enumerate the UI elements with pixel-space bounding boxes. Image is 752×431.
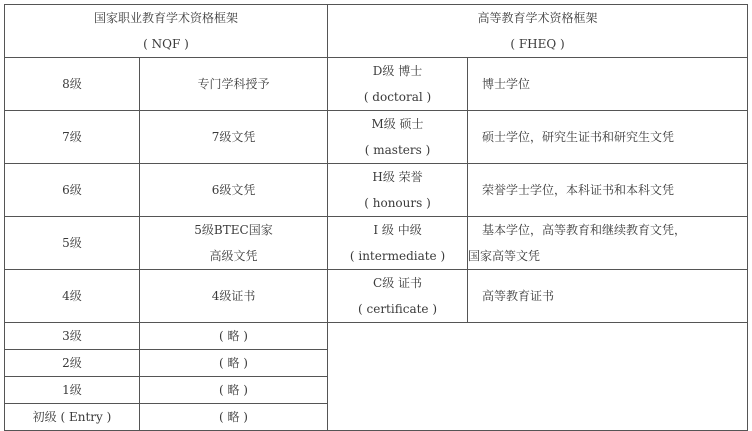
fheq-level-cell bbox=[328, 217, 468, 270]
nqf-level-cell: 6级 bbox=[5, 164, 140, 217]
nqf-award-cell bbox=[140, 111, 328, 164]
nqf-header bbox=[5, 5, 328, 58]
fheq-award-cell bbox=[468, 217, 748, 270]
table-row bbox=[5, 111, 748, 164]
fheq-level-english: ( honours ) bbox=[364, 196, 431, 210]
qualification-framework-table bbox=[4, 4, 748, 431]
nqf-award-cell bbox=[140, 270, 328, 323]
fheq-award-line: 基本学位，高等教育和继续教育文凭， bbox=[482, 223, 687, 237]
nqf-level-cell: 2级 bbox=[5, 350, 140, 377]
nqf-level-cell: 4级 bbox=[5, 270, 140, 323]
nqf-level-cell: 5级 bbox=[5, 217, 140, 270]
fheq-level-english: ( intermediate ) bbox=[349, 249, 446, 263]
fheq-header-title: 高等教育学术资格框架 bbox=[477, 11, 598, 25]
fheq-level-cell bbox=[328, 58, 468, 111]
fheq-award-cell bbox=[468, 111, 748, 164]
fheq-award-cell bbox=[468, 270, 748, 323]
fheq-level-cell bbox=[328, 270, 468, 323]
table-row bbox=[5, 323, 748, 350]
fheq-level-english: ( doctoral ) bbox=[363, 90, 432, 104]
fheq-level-cell bbox=[328, 111, 468, 164]
nqf-level-cell: 7级 bbox=[5, 111, 140, 164]
fheq-level-cell bbox=[328, 164, 468, 217]
nqf-award-cell bbox=[140, 58, 328, 111]
nqf-award-line: 7级文凭 bbox=[211, 130, 256, 144]
fheq-award-line: 硕士学位，研究生证书和研究生文凭 bbox=[482, 130, 675, 144]
nqf-award-line: 6级文凭 bbox=[211, 183, 256, 197]
fheq-level-name: H级 荣誉 bbox=[372, 170, 423, 184]
nqf-award-line: 高级文凭 bbox=[209, 249, 258, 263]
nqf-award-cell: ( 略 ) bbox=[140, 404, 328, 431]
fheq-award-line: 国家高等文凭 bbox=[468, 249, 541, 263]
nqf-award-cell: ( 略 ) bbox=[140, 377, 328, 404]
empty-fheq-area bbox=[328, 323, 748, 431]
table-row bbox=[5, 270, 748, 323]
fheq-award-cell bbox=[468, 58, 748, 111]
nqf-award-line: 专门学科授予 bbox=[197, 77, 270, 91]
nqf-award-cell bbox=[140, 164, 328, 217]
nqf-award-cell bbox=[140, 217, 328, 270]
nqf-level-cell: 3级 bbox=[5, 323, 140, 350]
fheq-header-abbr: ( FHEQ ) bbox=[510, 37, 565, 51]
nqf-award-line: 4级证书 bbox=[211, 289, 256, 303]
fheq-level-name: D级 博士 bbox=[372, 64, 423, 78]
fheq-header bbox=[328, 5, 748, 58]
fheq-award-line: 博士学位 bbox=[482, 77, 531, 91]
fheq-level-name: C级 证书 bbox=[373, 276, 423, 290]
fheq-level-english: ( certificate ) bbox=[358, 302, 438, 316]
fheq-award-line: 荣誉学士学位，本科证书和本科文凭 bbox=[482, 183, 675, 197]
table-row bbox=[5, 58, 748, 111]
nqf-header-abbr: ( NQF ) bbox=[143, 37, 189, 51]
table-row bbox=[5, 217, 748, 270]
fheq-award-cell bbox=[468, 164, 748, 217]
table-row bbox=[5, 164, 748, 217]
nqf-level-cell: 1级 bbox=[5, 377, 140, 404]
fheq-level-name: M级 硕士 bbox=[371, 117, 424, 131]
fheq-level-name: I 级 中级 bbox=[373, 223, 422, 237]
nqf-level-cell: 初级 ( Entry ) bbox=[5, 404, 140, 431]
nqf-header-title: 国家职业教育学术资格框架 bbox=[94, 11, 239, 25]
nqf-level-cell: 8级 bbox=[5, 58, 140, 111]
nqf-award-cell: ( 略 ) bbox=[140, 350, 328, 377]
fheq-award-line: 高等教育证书 bbox=[482, 289, 555, 303]
header-row bbox=[5, 5, 748, 58]
nqf-award-line: 5级BTEC国家 bbox=[194, 223, 273, 237]
qualification-framework-table-wrapper bbox=[4, 4, 748, 431]
nqf-award-cell: ( 略 ) bbox=[140, 323, 328, 350]
fheq-level-english: ( masters ) bbox=[364, 143, 431, 157]
